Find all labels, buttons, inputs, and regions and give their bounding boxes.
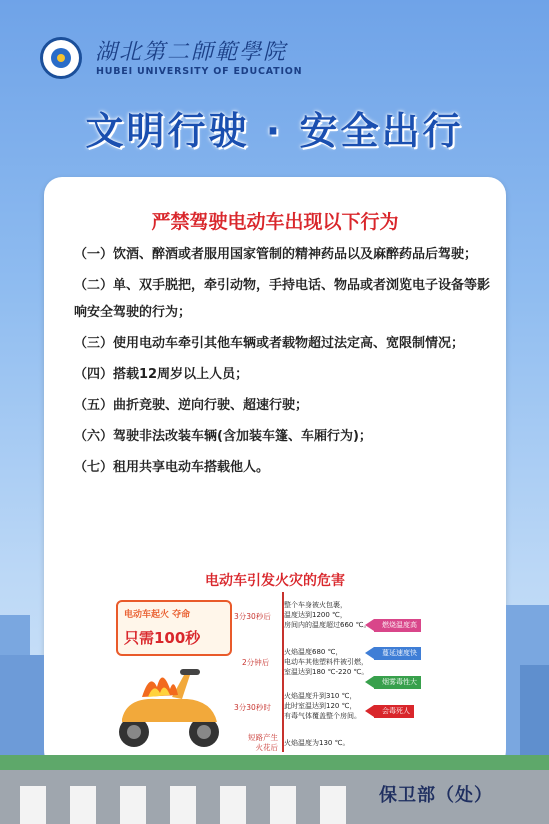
department-label: 保卫部（处） bbox=[379, 785, 493, 806]
rules-list bbox=[74, 241, 494, 485]
rule-number: （一） bbox=[74, 247, 114, 262]
stage-line: 室温达到180 ℃-220 ℃。 bbox=[284, 668, 369, 676]
rule-item bbox=[74, 330, 494, 357]
rule-number: （四） bbox=[74, 367, 114, 382]
page-title: 文明行驶 · 安全出行 bbox=[85, 109, 464, 153]
rule-item bbox=[74, 454, 494, 481]
rule-text: 租用共享电动车搭载他人。 bbox=[113, 460, 270, 475]
stage-line: 火焰温度680 ℃， bbox=[284, 648, 343, 656]
crosswalk-stripe bbox=[120, 786, 146, 824]
stage-line: 有毒气体覆盖整个房间。 bbox=[284, 712, 361, 720]
rule-text: 驾驶非法改装车辆(含加装车篷、车厢行为)； bbox=[113, 429, 372, 444]
crosswalk-stripe bbox=[270, 786, 296, 824]
header bbox=[0, 0, 549, 100]
hazard-tag bbox=[374, 647, 421, 660]
hazard-tag bbox=[374, 676, 421, 689]
stage-time: 2分钟后 bbox=[242, 658, 270, 667]
card-title: 严禁驾驶电动车出现以下行为 bbox=[151, 211, 399, 233]
rule-number: （二） bbox=[74, 278, 114, 293]
university-logo bbox=[40, 37, 82, 79]
rule-text: 曲折竞驶、逆向行驶、超速行驶； bbox=[113, 398, 309, 413]
stage-line: 整个车身被火包裹， bbox=[284, 601, 347, 609]
stage-line: 此时室温达到120 ℃， bbox=[284, 702, 357, 710]
stage-description bbox=[284, 600, 370, 630]
badge-line-2: 只需100秒 bbox=[124, 629, 201, 647]
rule-number: （五） bbox=[74, 398, 114, 413]
hazard-tag bbox=[374, 619, 421, 632]
hazard-tag-label: 蔓延速度快 bbox=[382, 649, 417, 657]
rules-card bbox=[44, 177, 506, 767]
stage-time: 3分30秒时 bbox=[234, 703, 271, 712]
stage-description bbox=[284, 647, 368, 677]
rule-text: 搭载12周岁以上人员； bbox=[113, 367, 249, 382]
hazard-tag bbox=[374, 705, 414, 718]
logo-dot-icon bbox=[57, 54, 65, 62]
stage-description bbox=[284, 691, 361, 721]
stage-line: 火焰温度为130 ℃。 bbox=[284, 739, 350, 747]
fire-time-badge bbox=[116, 600, 232, 656]
hazard-tag-label: 燃烧温度高 bbox=[382, 621, 417, 629]
university-name-cn: 湖北第二師範學院 bbox=[95, 40, 288, 65]
rule-item bbox=[74, 423, 494, 450]
rule-text: 使用电动车牵引其他车辆或者载物超过法定高、宽限制情况； bbox=[113, 336, 465, 351]
rule-item bbox=[74, 272, 494, 326]
stage-line: 房间内的温度超过660 ℃。 bbox=[284, 621, 371, 629]
rule-text: 饮酒、醉酒或者服用国家管制的精神药品以及麻醉药品后驾驶； bbox=[113, 247, 478, 262]
rule-item bbox=[74, 241, 494, 268]
hazard-tag-label: 烟雾毒性大 bbox=[382, 678, 417, 686]
stage-description bbox=[284, 738, 349, 748]
stage-time: 短路产生火花后 bbox=[248, 733, 278, 752]
stage-line: 火焰温度升到310 ℃， bbox=[284, 692, 357, 700]
hazard-tag-label: 会毒死人 bbox=[382, 707, 410, 715]
stage-time: 3分30秒后 bbox=[234, 612, 271, 621]
burning-scooter-icon bbox=[112, 657, 232, 752]
rule-number: （三） bbox=[74, 336, 114, 351]
crosswalk-stripe bbox=[70, 786, 96, 824]
stage-line: 温度达到1200 ℃， bbox=[284, 611, 347, 619]
crosswalk-stripe bbox=[220, 786, 246, 824]
rule-text: 单、双手脱把，牵引动物，手持电话、物品或者浏览电子设备等影响安全驾驶的行为； bbox=[74, 278, 491, 320]
crosswalk-stripe bbox=[20, 786, 46, 824]
badge-line-1: 电动车起火 夺命 bbox=[124, 610, 191, 620]
rule-item bbox=[74, 361, 494, 388]
university-name-en: HUBEI UNIVERSITY OF EDUCATION bbox=[96, 66, 303, 77]
rule-item bbox=[74, 392, 494, 419]
crosswalk-stripe bbox=[170, 786, 196, 824]
rule-number: （七） bbox=[74, 460, 114, 475]
crosswalk-stripe bbox=[320, 786, 346, 824]
fire-hazard-title: 电动车引发火灾的危害 bbox=[205, 573, 345, 589]
stage-line: 电动车其他塑料件被引燃， bbox=[284, 658, 368, 666]
rule-number: （六） bbox=[74, 429, 114, 444]
